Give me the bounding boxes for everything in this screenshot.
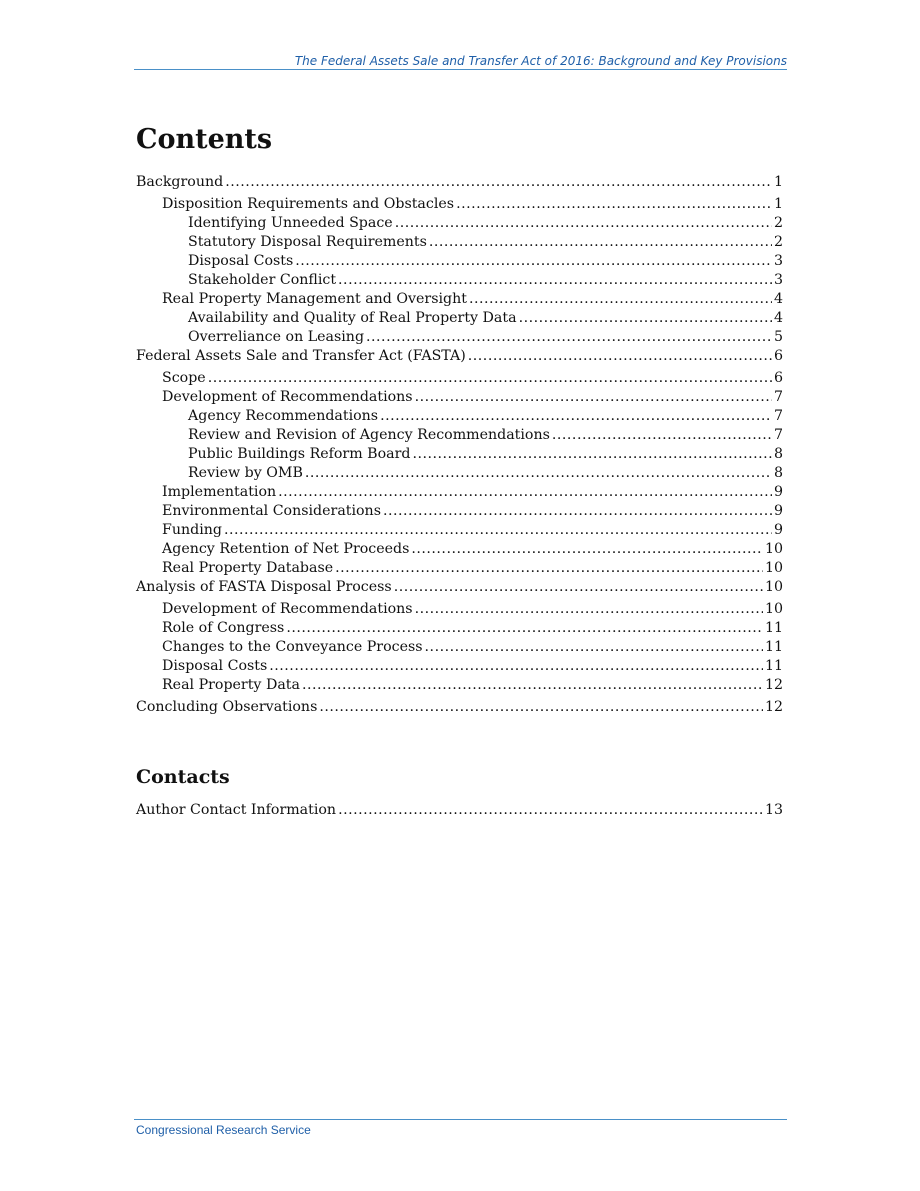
toc-entry-overreliance-on-leasing[interactable]: Overreliance on Leasing ..... 5 [136,328,783,347]
toc-entry-funding[interactable]: Funding ..... 9 [136,521,783,540]
toc-entry-disposal-costs-2[interactable]: Disposal Costs ..... 11 [136,657,783,676]
toc-entry-fasta[interactable]: Federal Assets Sale and Transfer Act (FASTA) ..... 6 [136,347,783,366]
toc-entry-statutory-disposal-requirements[interactable]: Statutory Disposal Requirements ..... 2 [136,233,783,252]
contacts-list [136,801,783,820]
toc-entry-development-of-recommendations-2[interactable]: Development of Recommendations ..... 10 [136,600,783,619]
toc-entry-disposition-requirements[interactable]: Disposition Requirements and Obstacles ..... 1 [136,195,783,214]
toc-entry-implementation[interactable]: Implementation ..... 9 [136,483,783,502]
toc-entry-review-and-revision[interactable]: Review and Revision of Agency Recommendations ..... 7 [136,426,783,445]
footer-rule [134,1119,787,1120]
footer-organization: Congressional Research Service [136,1123,311,1137]
contents-heading: Contents [136,124,273,155]
toc-entry-real-property-data[interactable]: Real Property Data ..... 12 [136,676,783,695]
toc-entry-agency-recommendations[interactable]: Agency Recommendations ..... 7 [136,407,783,426]
toc-entry-role-of-congress[interactable]: Role of Congress ..... 11 [136,619,783,638]
toc-entry-changes-to-conveyance[interactable]: Changes to the Conveyance Process ..... 11 [136,638,783,657]
running-header: The Federal Assets Sale and Transfer Act of 2016: Background and Key Provisions [294,54,787,68]
toc-entry-public-buildings-reform-board[interactable]: Public Buildings Reform Board ..... 8 [136,445,783,464]
toc-entry-author-contact-information[interactable]: Author Contact Information ..... 13 [136,801,783,820]
toc-entry-real-property-database[interactable]: Real Property Database ..... 10 [136,559,783,578]
toc-entry-development-of-recommendations[interactable]: Development of Recommendations ..... 7 [136,388,783,407]
toc-entry-agency-retention[interactable]: Agency Retention of Net Proceeds ..... 10 [136,540,783,559]
toc-entry-real-property-management[interactable]: Real Property Management and Oversight ..... 4 [136,290,783,309]
toc-entry-real-property-data-quality[interactable]: Availability and Quality of Real Property Data ..... 4 [136,309,783,328]
toc-entry-disposal-costs[interactable]: Disposal Costs ..... 3 [136,252,783,271]
toc-entry-background[interactable]: Background ..... 1 [136,173,783,192]
toc-entry-review-by-omb[interactable]: Review by OMB ..... 8 [136,464,783,483]
toc-entry-scope[interactable]: Scope ..... 6 [136,369,783,388]
toc-entry-analysis-of-fasta[interactable]: Analysis of FASTA Disposal Process ..... 10 [136,578,783,597]
toc-entry-concluding-observations[interactable]: Concluding Observations ..... 12 [136,698,783,717]
contacts-heading: Contacts [136,766,230,788]
toc-entry-identifying-unneeded-space[interactable]: Identifying Unneeded Space ..... 2 [136,214,783,233]
toc-entry-environmental-considerations[interactable]: Environmental Considerations ..... 9 [136,502,783,521]
toc-entry-stakeholder-conflict[interactable]: Stakeholder Conflict ..... 3 [136,271,783,290]
header-rule [134,69,787,70]
table-of-contents [136,173,783,717]
